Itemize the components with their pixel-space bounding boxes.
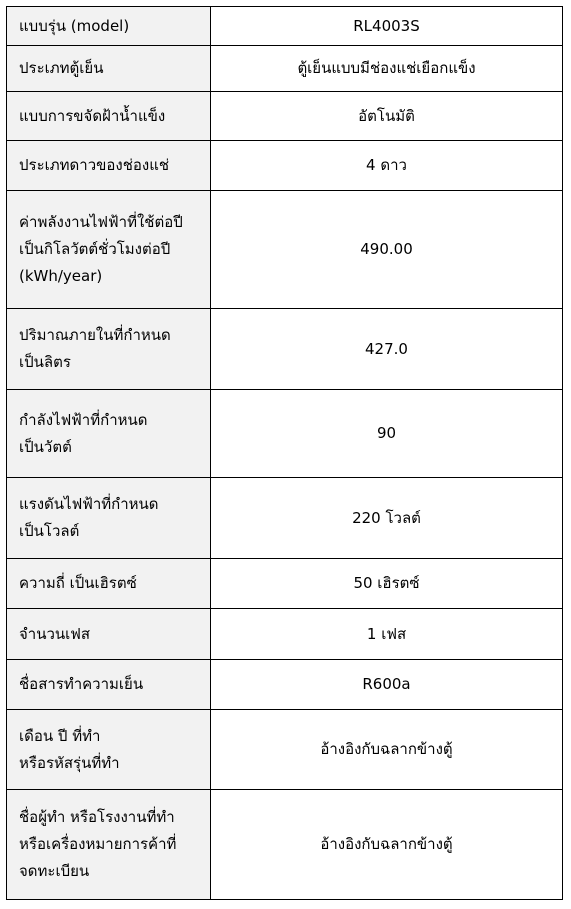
row-value: ตู้เย็นแบบมีช่องแช่เยือกแข็ง xyxy=(211,46,563,92)
row-label-line: (kWh/year) xyxy=(19,267,103,285)
row-label-line: แรงดันไฟฟ้าที่กำหนด xyxy=(19,495,159,513)
row-label-line: ชื่อสารทำความเย็น xyxy=(19,675,144,693)
row-label xyxy=(7,7,211,46)
row-label-line: เป็นวัตต์ xyxy=(19,437,72,456)
row-label-line: จดทะเบียน xyxy=(19,862,90,880)
row-label-line: แบบรุ่น (model) xyxy=(19,16,130,35)
table-row xyxy=(7,660,563,710)
row-label-line: แบบการขจัดฝ้าน้ำแข็ง xyxy=(19,106,166,125)
table-row xyxy=(7,390,563,478)
table-row xyxy=(7,478,563,559)
row-label-line: เป็นโวลต์ xyxy=(19,522,80,540)
row-label xyxy=(7,609,211,660)
table-row xyxy=(7,309,563,390)
row-value: 4 ดาว xyxy=(211,141,563,191)
table-row xyxy=(7,7,563,46)
row-label-line: เป็นกิโลวัตต์ชั่วโมงต่อปี xyxy=(19,240,171,258)
row-label xyxy=(7,478,211,559)
row-label-line: จำนวนเฟส xyxy=(19,624,91,643)
row-value: R600a xyxy=(211,660,563,710)
row-label-line: ประเภทดาวของช่องแช่ xyxy=(19,156,170,174)
row-label xyxy=(7,390,211,478)
row-label-line: เป็นลิตร xyxy=(19,353,71,371)
row-label-line: หรือรหัสรุ่นที่ทำ xyxy=(19,753,120,772)
row-label xyxy=(7,660,211,710)
row-value: อ้างอิงกับฉลากข้างตู้ xyxy=(211,710,563,790)
row-label-line: เดือน ปี ที่ทำ xyxy=(19,726,101,745)
row-label xyxy=(7,309,211,390)
row-value: 490.00 xyxy=(211,191,563,309)
row-value: อ้างอิงกับฉลากข้างตู้ xyxy=(211,790,563,900)
row-label xyxy=(7,191,211,309)
row-label-line: กำลังไฟฟ้าที่กำหนด xyxy=(19,410,148,429)
row-value: 90 xyxy=(211,390,563,478)
row-value: RL4003S xyxy=(211,7,563,46)
row-value: 50 เฮิรตซ์ xyxy=(211,559,563,609)
row-label-line: ความถี่ เป็นเฮิรตซ์ xyxy=(19,574,137,592)
row-label xyxy=(7,559,211,609)
row-label xyxy=(7,141,211,191)
row-label-line: ชื่อผู้ทำ หรือโรงงานที่ทำ xyxy=(19,808,175,826)
table-row xyxy=(7,609,563,660)
row-label xyxy=(7,46,211,92)
row-label xyxy=(7,710,211,790)
row-label-line: ปริมาณภายในที่กำหนด xyxy=(19,326,171,344)
table-row xyxy=(7,46,563,92)
table-row xyxy=(7,790,563,900)
table-row xyxy=(7,92,563,141)
table-row xyxy=(7,559,563,609)
row-value: อัตโนมัติ xyxy=(211,92,563,141)
row-label xyxy=(7,790,211,900)
row-value: 220 โวลต์ xyxy=(211,478,563,559)
row-label-line: ค่าพลังงานไฟฟ้าที่ใช้ต่อปี xyxy=(19,213,183,231)
row-label-line: ประเภทตู้เย็น xyxy=(19,59,104,77)
row-value: 427.0 xyxy=(211,309,563,390)
table-row xyxy=(7,191,563,309)
row-label-line: หรือเครื่องหมายการค้าที่ xyxy=(19,835,177,853)
spec-table-body xyxy=(7,7,563,900)
row-label xyxy=(7,92,211,141)
spec-table xyxy=(6,6,563,900)
table-row xyxy=(7,710,563,790)
row-value: 1 เฟส xyxy=(211,609,563,660)
table-row xyxy=(7,141,563,191)
